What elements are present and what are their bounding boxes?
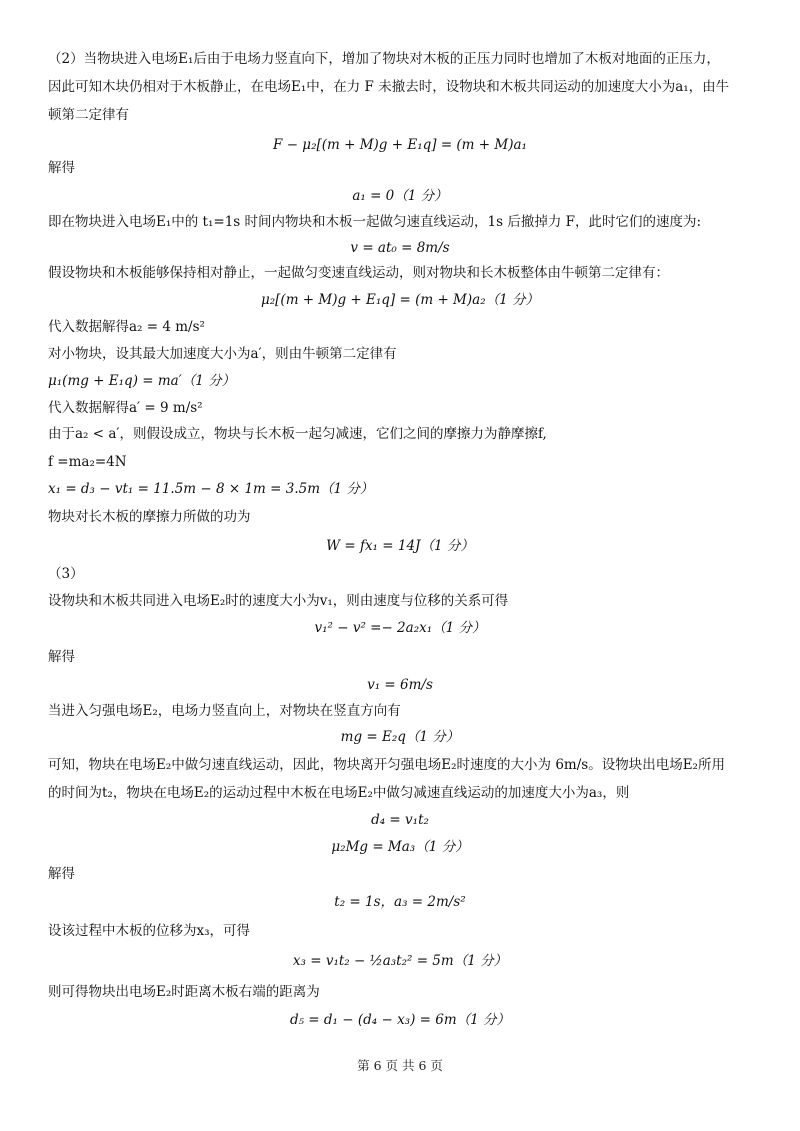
- equation: t₂ = 1s，a₃ = 2m/s²: [334, 894, 466, 910]
- text-line: 解得: [48, 866, 75, 882]
- text-line: 解得: [48, 649, 75, 665]
- text-line: 假设物块和木板能够保持相对静止，一起做匀变速直线运动，则对物块和长木板整体由牛顿第二定律有：: [48, 265, 669, 281]
- page-footer: 第 6 页 共 6 页: [357, 1058, 443, 1073]
- equation: μ₂[(m + M)g + E₁q] = (m + M)a₂（1 分）: [260, 292, 539, 308]
- equation: μ₁(mg + E₁q) = ma′（1 分）: [48, 373, 236, 389]
- text-line: 设物块和木板共同进入电场E₂时的速度大小为v₁，则由速度与位移的关系可得: [48, 593, 509, 609]
- text-line: f =ma₂=4N: [48, 454, 127, 470]
- text-line: 设该过程中木板的位移为x₃，可得: [48, 923, 251, 939]
- text-line: 可知，物块在电场E₂中做匀速直线运动，因此，物块离开匀强电场E₂时速度的大小为 6m/s。设物块出电场E₂所用: [48, 757, 725, 773]
- equation: x₃ = v₁t₂ − ½a₃t₂² = 5m（1 分）: [292, 953, 508, 969]
- equation: d₄ = v₁t₂: [371, 812, 429, 828]
- equation: x₁ = d₃ − vt₁ = 11.5m − 8 × 1m = 3.5m（1 分）: [48, 481, 374, 497]
- text-line: （2）当物块进入电场E₁后由于电场力竖直向下，增加了物块对木板的正压力同时也增加了木板对地面的正压力，: [48, 51, 720, 67]
- text-line: 当进入匀强电场E₂，电场力竖直向上，对物块在竖直方向有: [48, 703, 401, 719]
- text-line: 顿第二定律有: [48, 107, 129, 123]
- text-line: 对小物块，设其最大加速度大小为a′，则由牛顿第二定律有: [48, 346, 397, 362]
- text-line: 物块对长木板的摩擦力所做的功为: [48, 509, 251, 525]
- equation: d₅ = d₁ − (d₄ − x₃) = 6m（1 分）: [289, 1012, 511, 1028]
- equation: a₁ = 0（1 分）: [352, 188, 448, 204]
- text-line: 因此可知木块仍相对于木板静止，在电场E₁中，在力 F 未撤去时，设物块和木板共同运动的加速度大小为a₁，由牛: [48, 79, 730, 95]
- equation: mg = E₂q（1 分）: [340, 729, 460, 745]
- text-line: 即在物块进入电场E₁中的 t₁=1s 时间内物块和木板一起做匀速直线运动，1s 后撤掉力 F，此时它们的速度为:: [48, 214, 702, 230]
- equation: μ₂Mg = Ma₃（1 分）: [331, 839, 469, 855]
- text-line: 解得: [48, 160, 75, 176]
- equation: v₁ = 6m/s: [367, 677, 433, 693]
- text-line: 由于a₂ < a′，则假设成立，物块与长木板一起匀减速，它们之间的摩擦力为静摩擦f,: [48, 426, 547, 442]
- text-line: （3）: [48, 566, 84, 582]
- equation: v = at₀ = 8m/s: [350, 240, 450, 256]
- text-line: 代入数据解得a₂ = 4 m/s²: [48, 319, 205, 335]
- text-line: 的时间为t₂，物块在电场E₂的运动过程中木板在电场E₂中做匀减速直线运动的加速度大小为a₃，则: [48, 785, 630, 801]
- equation: W = fx₁ = 14J（1 分）: [326, 538, 474, 554]
- equation: v₁² − v² =− 2a₂x₁（1 分）: [314, 620, 486, 636]
- text-line: 则可得物块出电场E₂时距离木板右端的距离为: [48, 984, 320, 1000]
- equation: F − μ₂[(m + M)g + E₁q] = (m + M)a₁: [273, 137, 527, 153]
- text-line: 代入数据解得a′ = 9 m/s²: [48, 400, 203, 416]
